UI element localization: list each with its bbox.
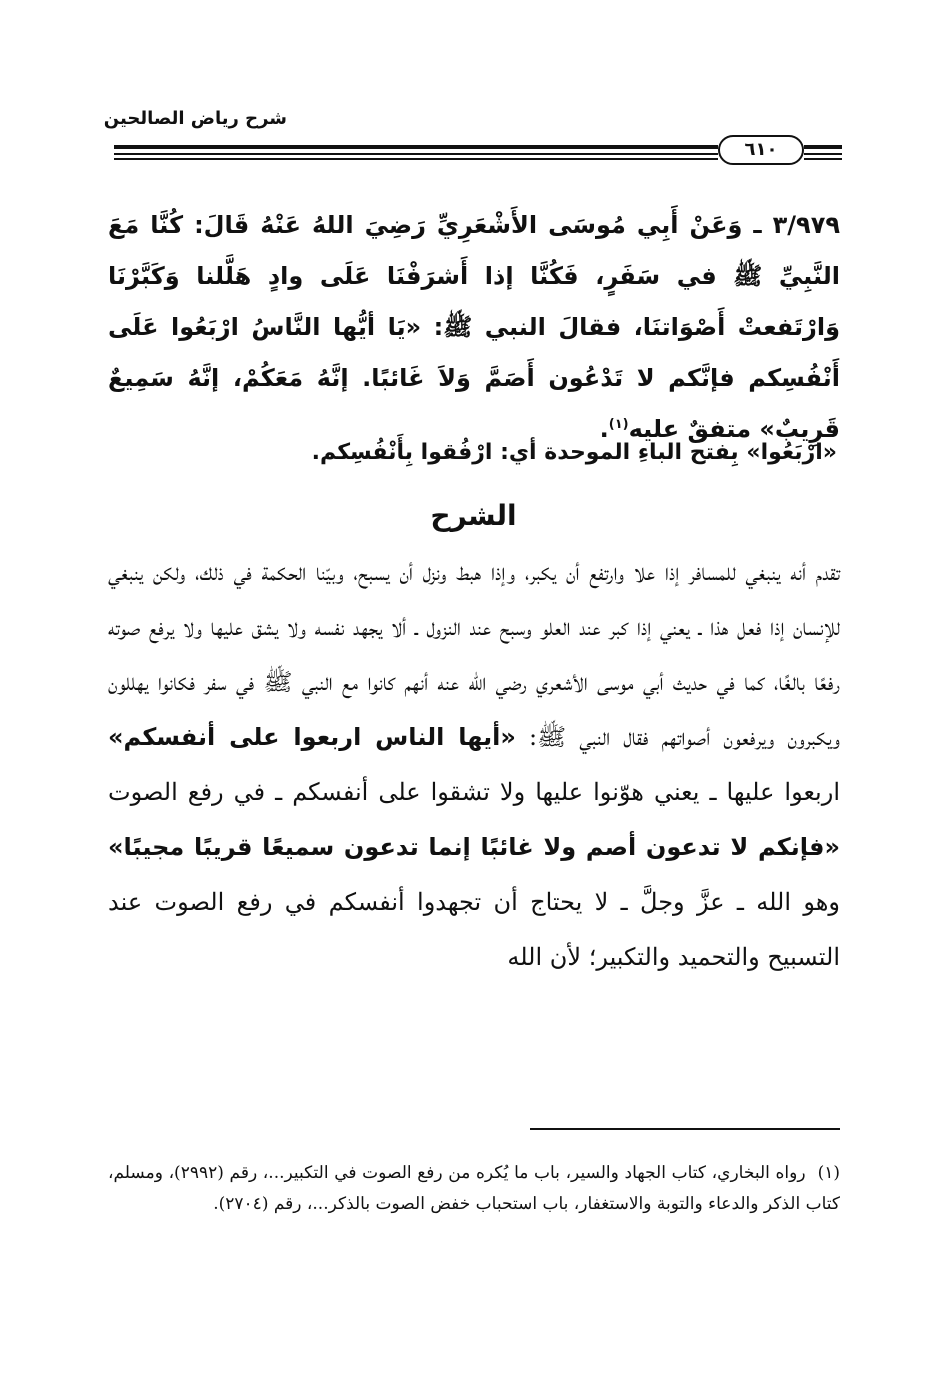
header-rule-right-thin xyxy=(804,153,842,155)
commentary-part-2: اربعوا عليها ـ يعني هوّنوا عليها ولا تشقوا على أنفسكم ـ في رفع الصوت xyxy=(108,778,840,806)
header-rule-right-thick xyxy=(804,145,842,149)
section-title: الشرح xyxy=(430,499,517,532)
footnote-text: رواه البخاري، كتاب الجهاد والسير، باب ما يُكره من رفع الصوت في التكبير...، رقم (٢٩٩٢)، ومسلم، كتاب الذكر والدعاء والتوبة والاستغفار، باب استحباب خفض الصوت بالذكر...، رقم (٢٧٠٤). xyxy=(108,1163,840,1214)
page-number-badge: ٦١٠ xyxy=(718,135,804,165)
commentary-text xyxy=(108,545,840,985)
footnote-marker: (١) xyxy=(817,1163,840,1183)
footnote xyxy=(108,1158,840,1220)
commentary-part-1: تقدم أنه ينبغي للمسافر إذا علا وارتفع أن يكبر، وإذا هبط ونزل أن يسبح، وبيّنا الحكمة في ذلك، ولكن ينبغي للإنسان إذا فعل هذا ـ يعني إذا كبر عند العلو وسبح عند النزول ـ ألا يجهد نفسه ولا يشق عليها ولا يرفع صوته رفعًا بالغًا، كما في حديث أبي موسى الأشعري رضي الله عنه أنهم كانوا مع النبي ﷺ في سفر فكانوا يهللون ويكبرون ويرفعون أصواتهم فقال النبي ﷺ: xyxy=(108,558,840,751)
word-explanation: «ارْبَعُوا» بِفتح الباءِ الموحدة أي: ارْفُقوا بِأَنْفُسِكم. xyxy=(311,440,837,465)
footnote-reference: (١) xyxy=(608,417,629,432)
hadith-body: ـ وَعَنْ أَبِي مُوسَى الأَشْعَرِيِّ رَضِيَ اللهُ عَنْهُ قَالَ: كُنَّا مَعَ النَّبِيِّ ﷺ في سَفَرٍ، فَكُنَّا إذا أَشرَفْنَا عَلَى وادٍ هَلَّلنا وَكَبَّرْنَا وَارْتَفعتْ أَصْوَاتنَا، فقالَ النبي ﷺ: «يَا أيُّها النَّاسُ ارْبَعُوا عَلَى أَنْفُسِكم فإنَّكم لا تَدْعُون أَصَمَّ وَلاَ غَائبًا. إنَّهُ مَعَكُمْ، إنَّهُ سَمِيعٌ قَرِيبٌ» متفقٌ عليه xyxy=(108,211,840,443)
header-rule-right-thin-2 xyxy=(804,158,842,160)
commentary-quote-1: «أيها الناس اربعوا على أنفسكم» xyxy=(108,723,516,751)
hadith-text xyxy=(108,200,840,455)
header-rule-left-thick xyxy=(114,145,718,149)
header-rule-left-thin xyxy=(114,153,718,155)
hadith-end: . xyxy=(599,415,609,443)
running-header-title: شرح رياض الصالحين xyxy=(103,108,287,129)
hadith-number: ٣/٩٧٩ xyxy=(772,211,840,239)
commentary-quote-2: «فإنكم لا تدعون أصم ولا غائبًا إنما تدعون سميعًا قريبًا مجيبًا» xyxy=(108,833,840,861)
commentary-part-3: وهو الله ـ عزَّ وجلَّ ـ لا يحتاج أن تجهدوا أنفسكم في رفع الصوت عند التسبيح والتحميد والتكبير؛ لأن الله xyxy=(108,888,840,971)
footnote-separator xyxy=(530,1128,840,1130)
header-rule-left-thin-2 xyxy=(114,158,718,160)
